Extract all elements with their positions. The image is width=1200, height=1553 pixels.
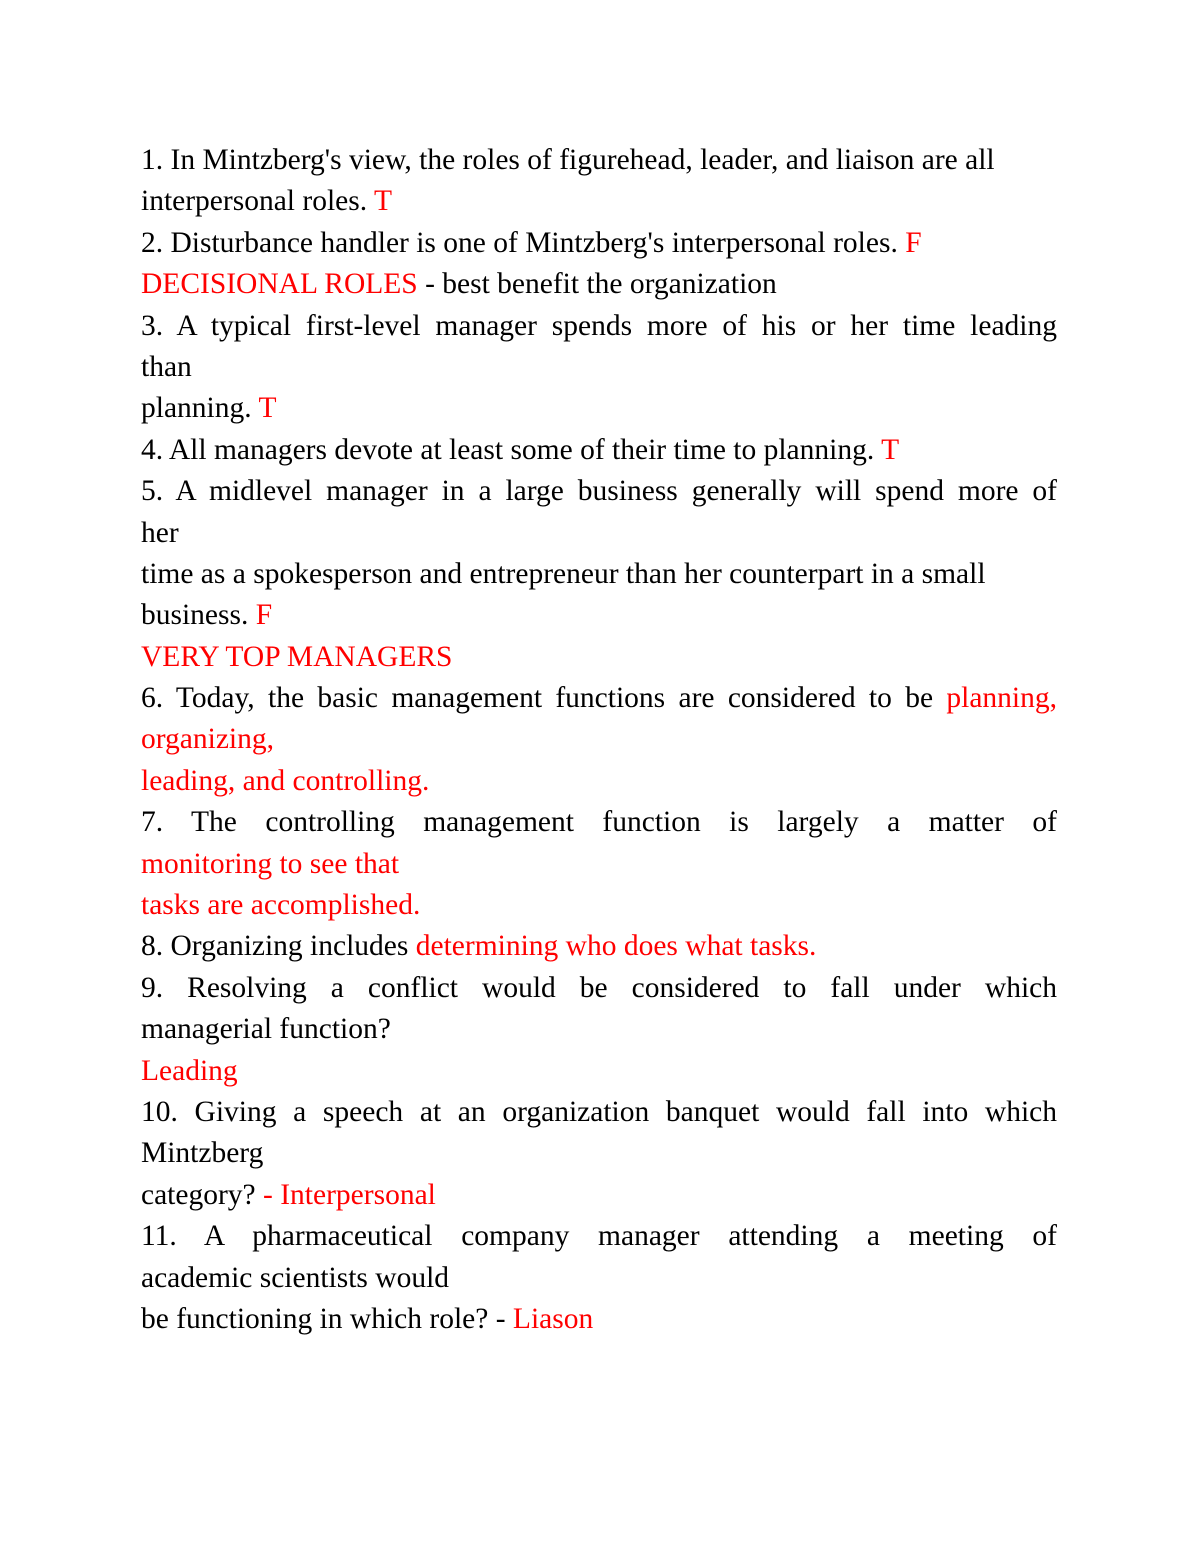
question-text: be functioning in which role? - [141, 1302, 513, 1335]
question-text: time as a spokesperson and entrepreneur than her counterpart in a small [141, 557, 986, 590]
answer-text: DECISIONAL ROLES [141, 268, 418, 301]
text-line [141, 1216, 1057, 1257]
text-line [141, 181, 1057, 222]
question-text: - best benefit the organization [417, 268, 777, 301]
text-line [141, 554, 1057, 595]
answer-text: T [881, 433, 900, 466]
question-text: 4. All managers devote at least some of their time to planning. [141, 433, 882, 466]
text-line [141, 306, 1057, 347]
question-text: 8. Organizing includes [141, 930, 416, 963]
answer-text: - Interpersonal [263, 1178, 436, 1211]
answer-text: VERY TOP MANAGERS [141, 640, 453, 673]
question-text: 10. Giving a speech at an organization banquet would fall into which [141, 1095, 1057, 1128]
answer-text: T [258, 392, 277, 425]
question-text: her [141, 516, 179, 549]
text-line [141, 678, 1057, 719]
question-text: academic scientists would [141, 1261, 450, 1294]
text-line [141, 430, 1057, 471]
question-text: 1. In Mintzberg's view, the roles of figurehead, leader, and liaison are all [141, 144, 995, 176]
text-line [141, 926, 1057, 967]
question-text: interpersonal roles. [141, 185, 374, 218]
text-line [141, 264, 1057, 305]
text-line [141, 802, 1057, 843]
question-text: than [141, 350, 192, 383]
question-text: 9. Resolving a conflict would be considered to fall under which [141, 971, 1057, 1004]
answer-text: F [255, 599, 273, 632]
answer-text: planning, [946, 682, 1057, 715]
answer-text: leading, and controlling. [141, 764, 430, 797]
question-text: 3. A typical first-level manager spends more of his or her time leading [141, 309, 1057, 342]
answer-text: tasks are accomplished. [141, 889, 421, 922]
text-line [141, 1009, 1057, 1050]
answer-text: Liason [512, 1302, 594, 1335]
question-text: planning. [141, 392, 259, 425]
answer-text: F [905, 226, 922, 259]
text-line [141, 595, 1057, 636]
document-body [141, 140, 1057, 1340]
question-text: 5. A midlevel manager in a large business generally will spend more of [141, 475, 1057, 508]
question-text: 7. The controlling management function is largely a matter of [141, 806, 1057, 839]
text-line [141, 347, 1057, 388]
text-line [141, 1299, 1057, 1340]
text-line [141, 637, 1057, 678]
text-line [141, 140, 1057, 181]
question-text: Mintzberg [141, 1137, 264, 1170]
text-line [141, 471, 1057, 512]
text-line [141, 719, 1057, 760]
question-text: 2. Disturbance handler is one of Mintzberg's interpersonal roles. [141, 226, 906, 259]
text-line [141, 1258, 1057, 1299]
text-line [141, 844, 1057, 885]
question-text: 11. A pharmaceutical company manager attending a meeting of [141, 1220, 1057, 1253]
text-line [141, 388, 1057, 429]
text-line [141, 968, 1057, 1009]
answer-text: Leading [141, 1054, 238, 1087]
question-text: managerial function? [141, 1013, 391, 1046]
answer-text: organizing, [141, 723, 274, 756]
text-line [141, 1092, 1057, 1133]
question-text: business. [141, 599, 256, 632]
question-text: 6. Today, the basic management functions are considered to be [141, 682, 947, 715]
text-line [141, 1133, 1057, 1174]
text-line [141, 885, 1057, 926]
answer-text: T [373, 185, 392, 218]
answer-text: monitoring to see that [141, 847, 400, 880]
question-text: category? [141, 1178, 264, 1211]
text-line [141, 513, 1057, 554]
answer-text: determining who does what tasks. [415, 930, 817, 963]
text-line [141, 761, 1057, 802]
text-line [141, 223, 1057, 264]
text-line [141, 1175, 1057, 1216]
text-line [141, 1051, 1057, 1092]
